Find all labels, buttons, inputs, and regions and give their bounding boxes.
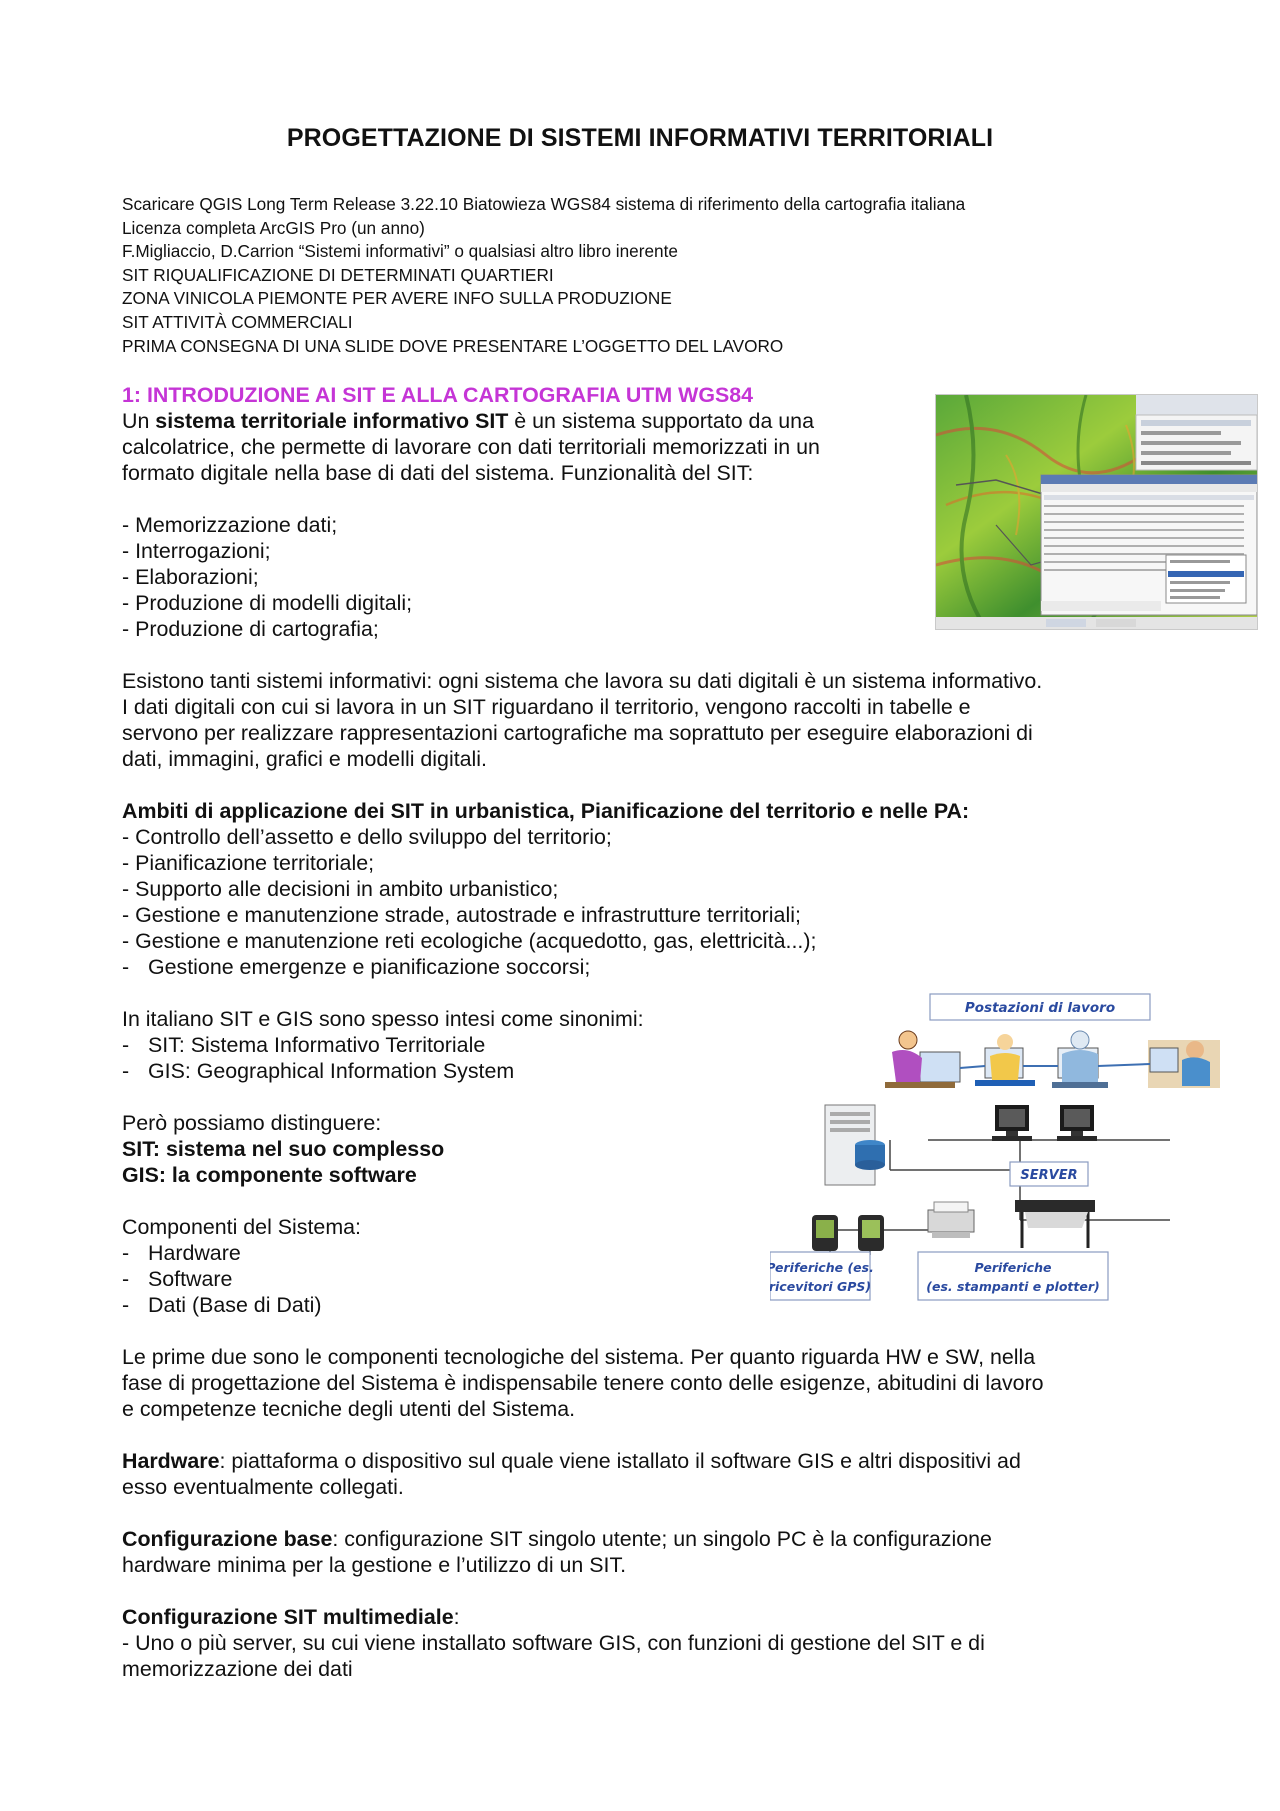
intro-line: PRIMA CONSEGNA DI UNA SLIDE DOVE PRESENTARE L’OGGETTO DEL LAVORO — [122, 335, 784, 356]
paragraph-line: Esistono tanti sistemi informativi: ogni sistema che lavora su dati digitali è un sistema informativo. — [122, 669, 1043, 693]
paragraph-line: I dati digitali con cui si lavora in un SIT riguardano il territorio, vengono raccolti in tabelle e — [122, 695, 971, 719]
intro-line: SIT ATTIVITÀ COMMERCIALI — [122, 311, 353, 332]
workstations-label: Postazioni di lavoro — [964, 1000, 1116, 1016]
diagram-canvas — [770, 990, 1230, 1305]
list-item — [122, 1058, 514, 1084]
bold-line: SIT: sistema nel suo complesso — [122, 1137, 445, 1161]
list-item: - Controllo dell’assetto e dello sviluppo del territorio; — [122, 825, 612, 849]
list-item: - Elaborazioni; — [122, 565, 259, 589]
paragraph-line: esso eventualmente collegati. — [122, 1475, 404, 1499]
bold-line: GIS: la componente software — [122, 1163, 417, 1187]
text-run: : configurazione SIT singolo utente; un singolo PC è la configurazione — [332, 1527, 992, 1551]
list-item: - Supporto alle decisioni in ambito urbanistico; — [122, 877, 559, 901]
text-run: : piattaforma o dispositivo sul quale viene istallato il software GIS e altri dispositivi ad — [219, 1449, 1021, 1473]
list-item: - Interrogazioni; — [122, 539, 271, 563]
workstation-user-icon — [1052, 1031, 1108, 1088]
list-item: - Pianificazione territoriale; — [122, 851, 375, 875]
intro-line: F.Migliaccio, D.Carrion “Sistemi informativi” o qualsiasi altro libro inerente — [122, 241, 678, 262]
intro-line: ZONA VINICOLA PIEMONTE PER AVERE INFO SULLA PRODUZIONE — [122, 288, 672, 309]
plotter-icon — [1015, 1200, 1095, 1248]
list-item — [122, 1292, 322, 1318]
list-item — [122, 1032, 485, 1058]
text-run: Software — [148, 1267, 233, 1291]
paragraph-line: servono per realizzare rappresentazioni cartografiche ma soprattuto per eseguire elaborazioni di — [122, 721, 1033, 745]
gps-receiver-icon — [858, 1215, 884, 1251]
gis-software-screenshot — [935, 394, 1258, 630]
paragraph-line: Però possiamo distinguere: — [122, 1111, 382, 1135]
intro-notes — [122, 193, 965, 358]
text-run: GIS: Geographical Information System — [148, 1059, 515, 1083]
text-run: Un — [122, 409, 156, 433]
dash-marker: - — [122, 1059, 130, 1083]
paragraph-line: e competenze tecniche degli utenti del Sistema. — [122, 1397, 576, 1421]
list-item — [122, 1266, 232, 1292]
workstation-user-icon — [975, 1034, 1035, 1086]
text-run: è un sistema supportato da una — [508, 409, 814, 433]
text-run: : — [453, 1605, 460, 1629]
print-peripherals-label: Periferiche — [974, 1260, 1052, 1275]
text-run: Gestione emergenze e pianificazione soccorsi; — [148, 955, 591, 979]
paragraph-line: memorizzazione dei dati — [122, 1657, 353, 1681]
text-run: SIT: Sistema Informativo Territoriale — [148, 1033, 486, 1057]
paragraph-line: fase di progettazione del Sistema è indispensabile tenere conto delle esigenze, abitudini di lavoro — [122, 1371, 1044, 1395]
workstation-user-icon — [885, 1031, 960, 1088]
dash-marker: - — [122, 1267, 130, 1291]
list-item: - Produzione di cartografia; — [122, 617, 379, 641]
terrain-map-image — [936, 395, 1257, 629]
paragraph-line: Componenti del Sistema: — [122, 1215, 361, 1239]
text-run: Dati (Base di Dati) — [148, 1293, 322, 1317]
list-item: - Gestione e manutenzione strade, autostrade e infrastrutture territoriali; — [122, 903, 801, 927]
paragraph-line — [122, 1526, 992, 1552]
printer-icon — [928, 1202, 974, 1238]
desktop-computer-icon — [1057, 1105, 1097, 1141]
paragraph-line: dati, immagini, grafici e modelli digitali. — [122, 747, 487, 771]
paragraph-line: hardware minima per la gestione e l’utilizzo di un SIT. — [122, 1553, 627, 1577]
list-item: - Produzione di modelli digitali; — [122, 591, 413, 615]
document-title: PROGETTAZIONE DI SISTEMI INFORMATIVI TERRITORIALI — [286, 124, 994, 152]
paragraph-line: calcolatrice, che permette di lavorare con dati territoriali memorizzati in un — [122, 435, 820, 459]
dash-marker: - — [122, 1033, 130, 1057]
gps-peripherals-label: ricevitori GPS) — [770, 1279, 872, 1294]
list-item: - Gestione e manutenzione reti ecologiche (acquedotto, gas, elettricità...); — [122, 929, 817, 953]
dash-marker: - — [122, 1241, 130, 1265]
paragraph-line — [122, 408, 814, 434]
intro-line: Licenza completa ArcGIS Pro (un anno) — [122, 217, 425, 238]
paragraph-line: Le prime due sono le componenti tecnologiche del sistema. Per quanto riguarda HW e SW, nella — [122, 1345, 1036, 1369]
intro-line: SIT RIQUALIFICAZIONE DI DETERMINATI QUARTIERI — [122, 264, 554, 285]
desktop-computer-icon — [992, 1105, 1032, 1141]
dash-marker: - — [122, 1293, 130, 1317]
paragraph-line — [122, 1448, 1021, 1474]
paragraph-line: In italiano SIT e GIS sono spesso intesi come sinonimi: — [122, 1007, 644, 1031]
paragraph-line: - Uno o più server, su cui viene installato software GIS, con funzioni di gestione del SIT e di — [122, 1631, 985, 1655]
gps-receiver-icon — [812, 1215, 838, 1251]
list-item — [122, 1240, 241, 1266]
dash-marker: - — [122, 955, 130, 979]
bold-term: Configurazione base — [122, 1527, 333, 1551]
section-heading: 1: INTRODUZIONE AI SIT E ALLA CARTOGRAFIA UTM WGS84 — [122, 383, 754, 407]
bold-term: Configurazione SIT multimediale — [122, 1605, 454, 1629]
network-architecture-diagram — [770, 990, 1230, 1305]
text-run: Hardware — [148, 1241, 241, 1265]
list-item — [122, 954, 590, 980]
list-item: - Memorizzazione dati; — [122, 513, 338, 537]
print-peripherals-label: (es. stampanti e plotter) — [926, 1279, 1100, 1294]
bold-term: sistema territoriale informativo SIT — [155, 409, 509, 433]
subheading: Ambiti di applicazione dei SIT in urbanistica, Pianificazione del territorio e nelle PA: — [122, 799, 970, 823]
server-label: SERVER — [1020, 1168, 1078, 1183]
bold-term: Hardware — [122, 1449, 220, 1473]
paragraph-line — [122, 1604, 460, 1630]
paragraph-line: formato digitale nella base di dati del sistema. Funzionalità del SIT: — [122, 461, 754, 485]
workstation-user-icon — [1148, 1040, 1220, 1088]
database-icon — [855, 1140, 885, 1170]
gps-peripherals-label: Periferiche (es. — [770, 1260, 874, 1275]
intro-line: Scaricare QGIS Long Term Release 3.22.10 Biatowieza WGS84 sistema di riferimento della cartografia italiana — [122, 194, 966, 214]
